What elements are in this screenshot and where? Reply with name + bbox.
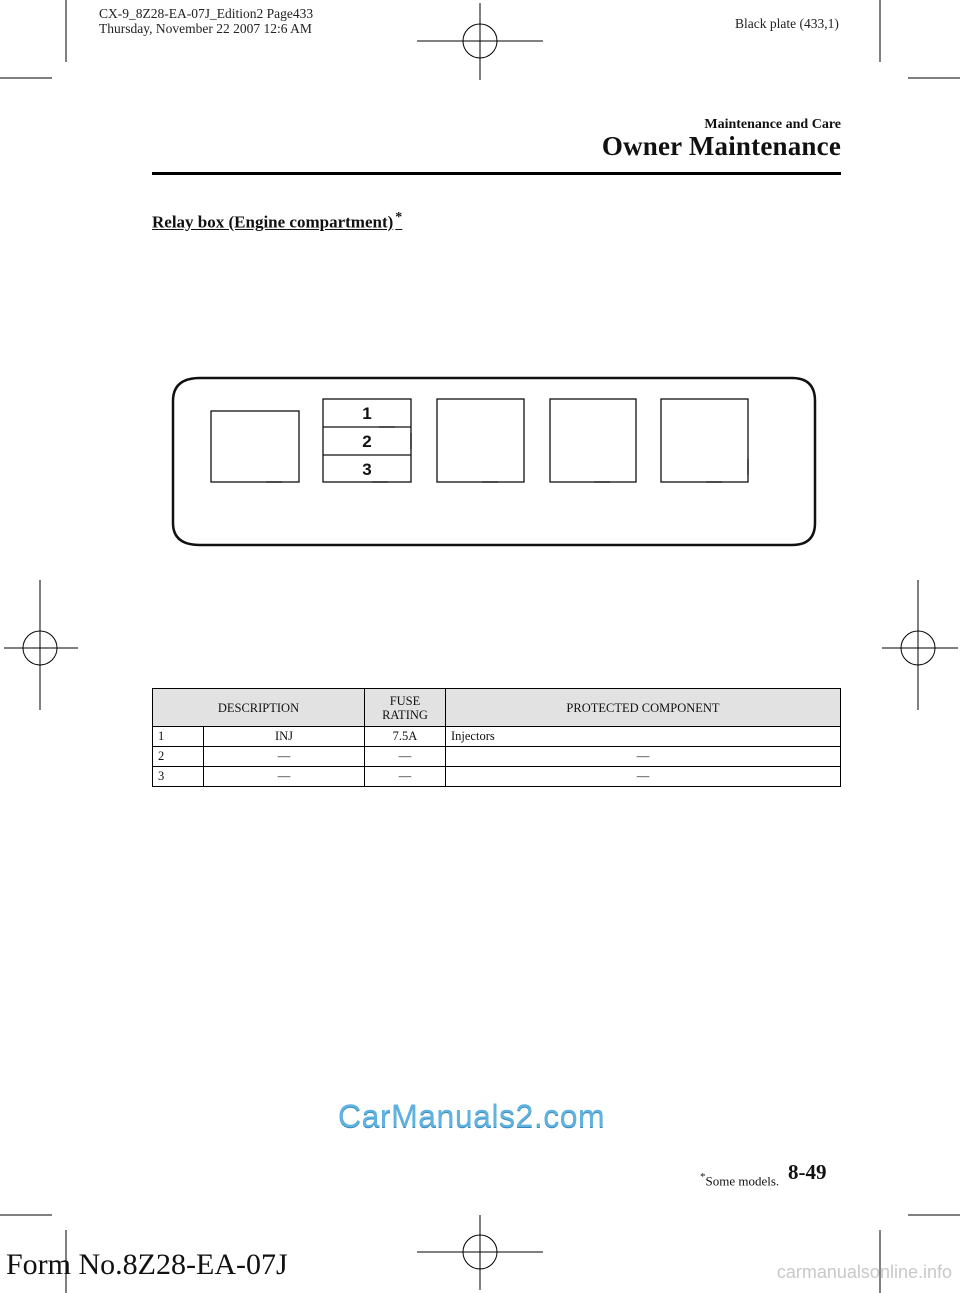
- relay-slot-4: [661, 399, 748, 482]
- note-asterisk: *: [700, 1171, 706, 1183]
- row-rating: —: [365, 747, 446, 767]
- registration-mark-bottom: [417, 1215, 543, 1290]
- header-fuse-rating-line1: FUSE: [389, 693, 421, 708]
- row-number: 1: [153, 727, 204, 747]
- fuse-label-1: 1: [362, 404, 372, 423]
- relay-slot-3: [550, 399, 636, 482]
- registration-mark-right: [882, 580, 958, 710]
- section-title: Owner Maintenance: [601, 131, 841, 161]
- watermark: CarManuals2.com: [338, 1098, 606, 1134]
- row-protected: —: [446, 767, 841, 787]
- page-number: 8-49: [788, 1160, 827, 1184]
- plate-label: Black plate (433,1): [735, 16, 839, 31]
- header-fuse-rating: [365, 689, 446, 727]
- row-protected: —: [446, 747, 841, 767]
- fuse-label-2: 2: [362, 432, 372, 451]
- fuse-table: [152, 688, 841, 787]
- print-header-date: Thursday, November 22 2007 12:6 AM: [99, 21, 312, 36]
- print-header-file: CX-9_8Z28-EA-07J_Edition2 Page433: [99, 6, 314, 21]
- row-description: INJ: [204, 727, 365, 747]
- relay-slot-1: [211, 411, 299, 482]
- header-protected-component: PROTECTED COMPONENT: [446, 689, 841, 727]
- heading-rule: [152, 172, 841, 175]
- header-description: DESCRIPTION: [153, 689, 365, 727]
- row-protected: Injectors: [446, 727, 841, 747]
- section-label: Maintenance and Care: [704, 117, 841, 132]
- relay-box-diagram: [170, 375, 820, 550]
- row-number: 2: [153, 747, 204, 767]
- table-row: [153, 747, 841, 767]
- relay-box-heading: [152, 210, 402, 233]
- row-rating: 7.5A: [365, 727, 446, 747]
- row-description: —: [204, 747, 365, 767]
- fuse-label-3: 3: [362, 460, 372, 479]
- relay-box-heading-text: Relay box (Engine compartment): [152, 212, 394, 232]
- site-credit: carmanualsonline.info: [776, 1262, 952, 1282]
- note-text: Some models.: [705, 1173, 780, 1189]
- form-number: Form No.8Z28-EA-07J: [6, 1248, 288, 1281]
- row-description: —: [204, 767, 365, 787]
- some-models-asterisk: *: [395, 210, 403, 225]
- relay-slot-2: [437, 399, 524, 482]
- table-row: [153, 767, 841, 787]
- row-rating: —: [365, 767, 446, 787]
- registration-mark-left: [4, 580, 78, 710]
- header-fuse-rating-line2: RATING: [382, 707, 428, 722]
- some-models-note: [700, 1171, 779, 1189]
- table-header-row: [153, 689, 841, 727]
- row-number: 3: [153, 767, 204, 787]
- table-row: [153, 727, 841, 747]
- registration-mark-top: [417, 3, 543, 80]
